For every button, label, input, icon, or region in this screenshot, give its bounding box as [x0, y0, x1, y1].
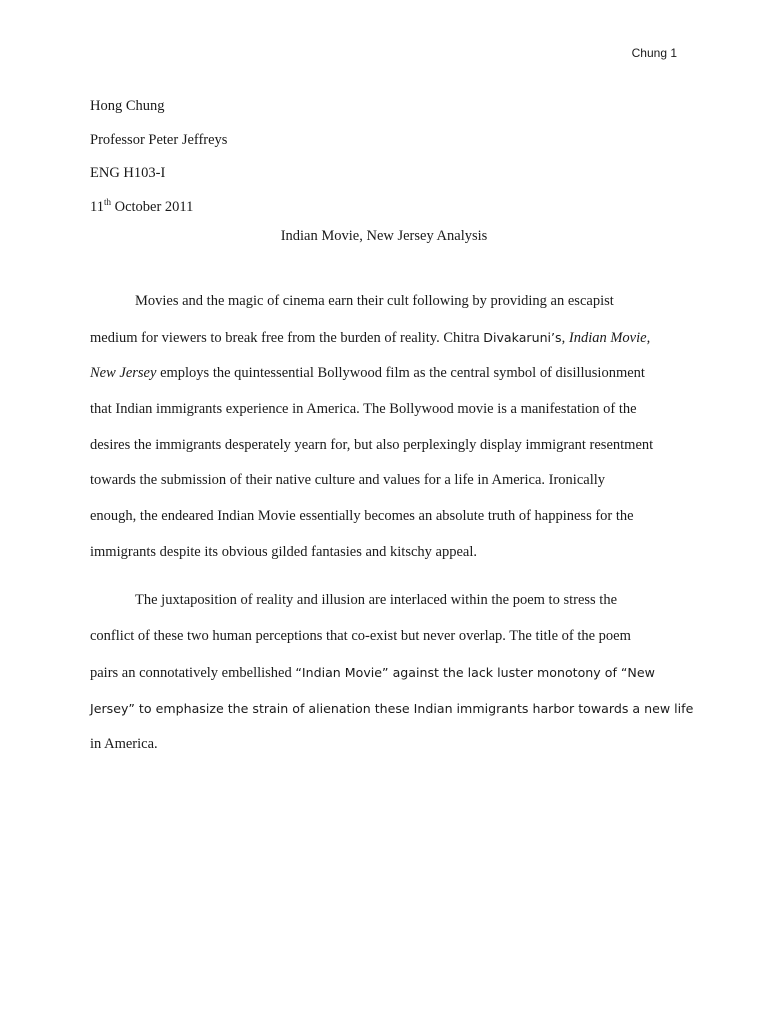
- paragraph-1-line: desires the immigrants desperately yearn for, but also perplexingly display immigrant resentment: [90, 436, 654, 453]
- date-month-year: October 2011: [110, 198, 194, 215]
- author-possessive: Divakaruni’s: [483, 329, 562, 345]
- paragraph-1: [90, 284, 678, 571]
- text-run: ,: [561, 329, 569, 346]
- paragraph-1-line: Movies and the magic of cinema earn their cult following by providing an escapist: [135, 293, 614, 309]
- text-run: medium for viewers to break free from the burden of reality. Chitra: [90, 329, 484, 346]
- paragraph-1-line: enough, the endeared Indian Movie essentially becomes an absolute truth of happiness for the: [90, 508, 634, 525]
- paragraph-1-line: immigrants despite its obvious gilded fantasies and kitschy appeal.: [90, 544, 477, 561]
- paragraph-2-line: [90, 655, 678, 691]
- essay-title: Indian Movie, New Jersey Analysis: [280, 228, 488, 244]
- paragraph-2-line: [90, 691, 694, 727]
- author-name: Hong Chung: [90, 98, 165, 114]
- course-code: ENG H103-I: [90, 165, 166, 181]
- paragraph-2-line: in America.: [90, 735, 158, 752]
- paragraph-2-line: conflict of these two human perceptions that co-exist but never overlap. The title of the poem: [90, 627, 631, 644]
- mla-heading: [90, 90, 680, 224]
- italic-title: New Jersey: [90, 364, 157, 381]
- paragraph-1-line: towards the submission of their native culture and values for a life in America. Ironically: [90, 472, 605, 489]
- date-line: [90, 191, 680, 225]
- paragraph-1-line: [90, 356, 678, 392]
- paragraph-2: [90, 583, 694, 762]
- quoted-text-run: “Indian Movie” against the lack luster monotony of “New: [295, 664, 655, 680]
- text-run: pairs an connotatively embellished: [90, 664, 296, 681]
- quoted-text-run: Jersey” to emphasize the strain of alienation these Indian immigrants harbor towards a new life: [90, 700, 694, 716]
- paragraph-1-line: that Indian immigrants experience in America. The Bollywood movie is a manifestation of the: [90, 400, 637, 417]
- date-day: 11: [90, 198, 104, 215]
- date-suffix: th: [103, 196, 111, 207]
- running-head: Chung 1: [631, 46, 677, 60]
- professor-name: Professor Peter Jeffreys: [90, 131, 228, 148]
- text-run: employs the quintessential Bollywood film as the central symbol of disillusionment: [156, 364, 645, 381]
- paragraph-2-line: The juxtaposition of reality and illusion are interlaced within the poem to stress the: [135, 592, 618, 608]
- italic-title: Indian Movie,: [568, 329, 651, 346]
- paragraph-1-line: [90, 320, 678, 356]
